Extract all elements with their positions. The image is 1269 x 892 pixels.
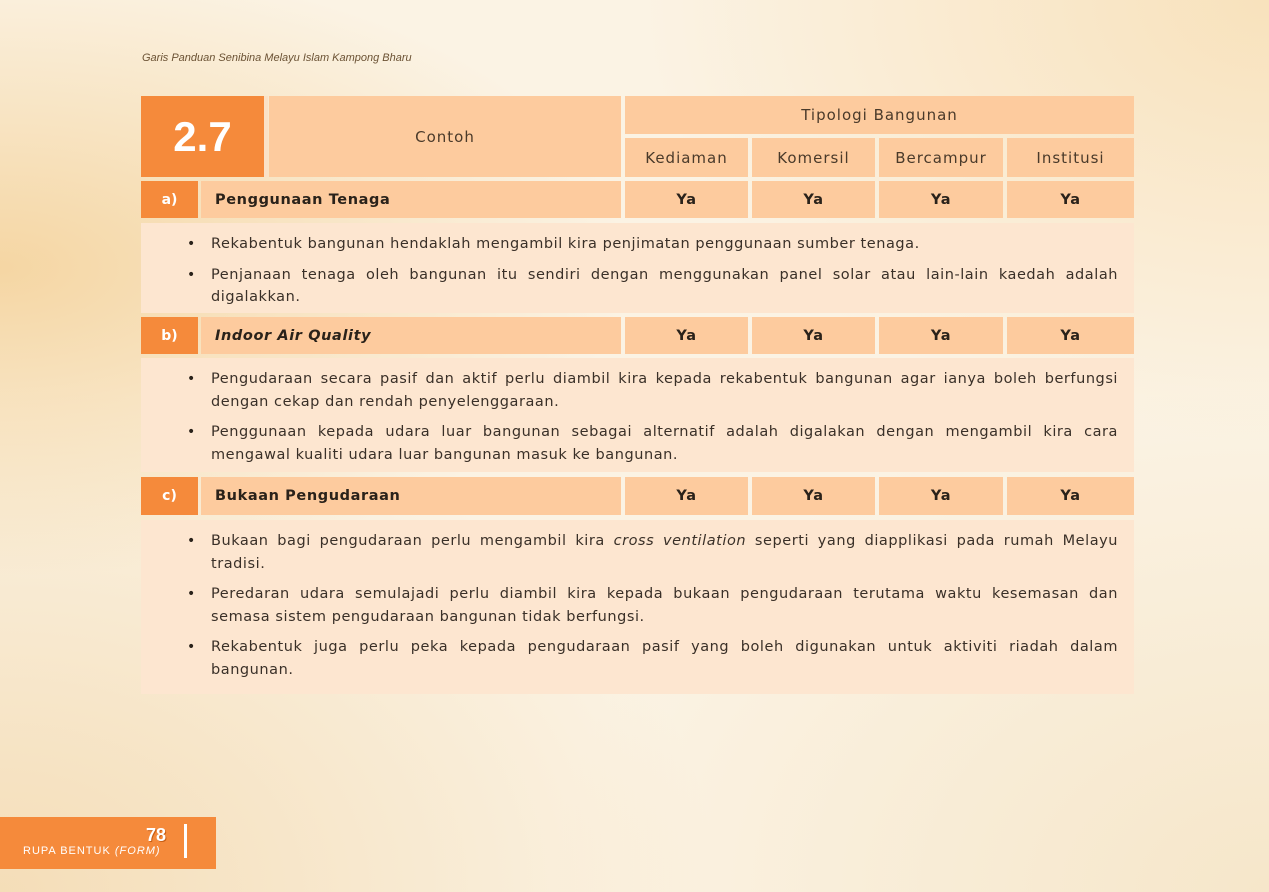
- section-a-bullets: [141, 223, 1134, 313]
- header-divider: [264, 96, 268, 177]
- section-c-value-bercampur: Ya: [879, 477, 1003, 515]
- section-a-title: Penggunaan Tenaga: [201, 181, 621, 218]
- column-header-institusi: Institusi: [1007, 138, 1134, 177]
- bullet-item: • Pengudaraan secara pasif dan aktif perlu diambil kira kepada rekabentuk bangunan agar ianya boleh berfungsi dengan cekap dan rendah penyelenggaraan.: [211, 368, 1118, 413]
- section-b-title: Indoor Air Quality: [201, 317, 621, 354]
- footer-section-label: RUPA BENTUK (FORM): [23, 845, 161, 857]
- section-a-value-institusi: Ya: [1007, 181, 1134, 218]
- bullet-item: • Rekabentuk bangunan hendaklah mengambil kira penjimatan penggunaan sumber tenaga.: [211, 233, 1118, 256]
- footer-italic: (FORM): [114, 845, 161, 857]
- section-b-value-institusi: Ya: [1007, 317, 1134, 354]
- page-number: 78: [146, 825, 167, 845]
- section-c-value-institusi: Ya: [1007, 477, 1134, 515]
- section-a-value-komersil: Ya: [752, 181, 875, 218]
- section-c-bullets: [141, 520, 1134, 694]
- column-header-bercampur: Bercampur: [879, 138, 1003, 177]
- section-c-title: Bukaan Pengudaraan: [201, 477, 621, 515]
- section-number: 2.7: [141, 96, 264, 177]
- italic-term: cross ventilation: [613, 533, 747, 549]
- page-footer: [0, 817, 216, 869]
- section-c-letter: c): [141, 477, 198, 515]
- section-c-value-kediaman: Ya: [625, 477, 748, 515]
- section-c-value-komersil: Ya: [752, 477, 875, 515]
- section-b-value-bercampur: Ya: [879, 317, 1003, 354]
- section-a-value-bercampur: Ya: [879, 181, 1003, 218]
- section-b-value-kediaman: Ya: [625, 317, 748, 354]
- bullet-item: • Penggunaan kepada udara luar bangunan sebagai alternatif adalah digalakan dengan mengambil kira cara mengawal kualiti udara luar bangunan masuk ke bangunan.: [211, 421, 1118, 466]
- column-header-komersil: Komersil: [752, 138, 875, 177]
- section-b-bullets: [141, 358, 1134, 472]
- document-header-title: Garis Panduan Senibina Melayu Islam Kampong Bharu: [142, 52, 412, 64]
- bullet-item: • Rekabentuk juga perlu peka kepada pengudaraan pasif yang boleh digunakan untuk aktiviti riadah dalam bangunan.: [211, 636, 1118, 681]
- section-b-value-komersil: Ya: [752, 317, 875, 354]
- bullet-item: • Bukaan bagi pengudaraan perlu mengambil kira cross ventilation seperti yang diapplikasi pada rumah Melayu tradisi.: [211, 530, 1118, 575]
- footer-divider: [184, 824, 187, 858]
- typology-header: Tipologi Bangunan: [625, 96, 1134, 134]
- section-a-letter: a): [141, 181, 198, 218]
- bullet-item: • Penjanaan tenaga oleh bangunan itu sendiri dengan menggunakan panel solar atau lain-lain kaedah adalah digalakkan.: [211, 264, 1118, 309]
- section-b-letter: b): [141, 317, 198, 354]
- section-a-value-kediaman: Ya: [625, 181, 748, 218]
- bullet-item: • Peredaran udara semulajadi perlu diambil kira kepada bukaan pengudaraan terutama waktu kesemasan dan semasa sistem pengudaraan bangunan tidak berfungsi.: [211, 583, 1118, 628]
- column-header-kediaman: Kediaman: [625, 138, 748, 177]
- example-header: Contoh: [269, 96, 621, 177]
